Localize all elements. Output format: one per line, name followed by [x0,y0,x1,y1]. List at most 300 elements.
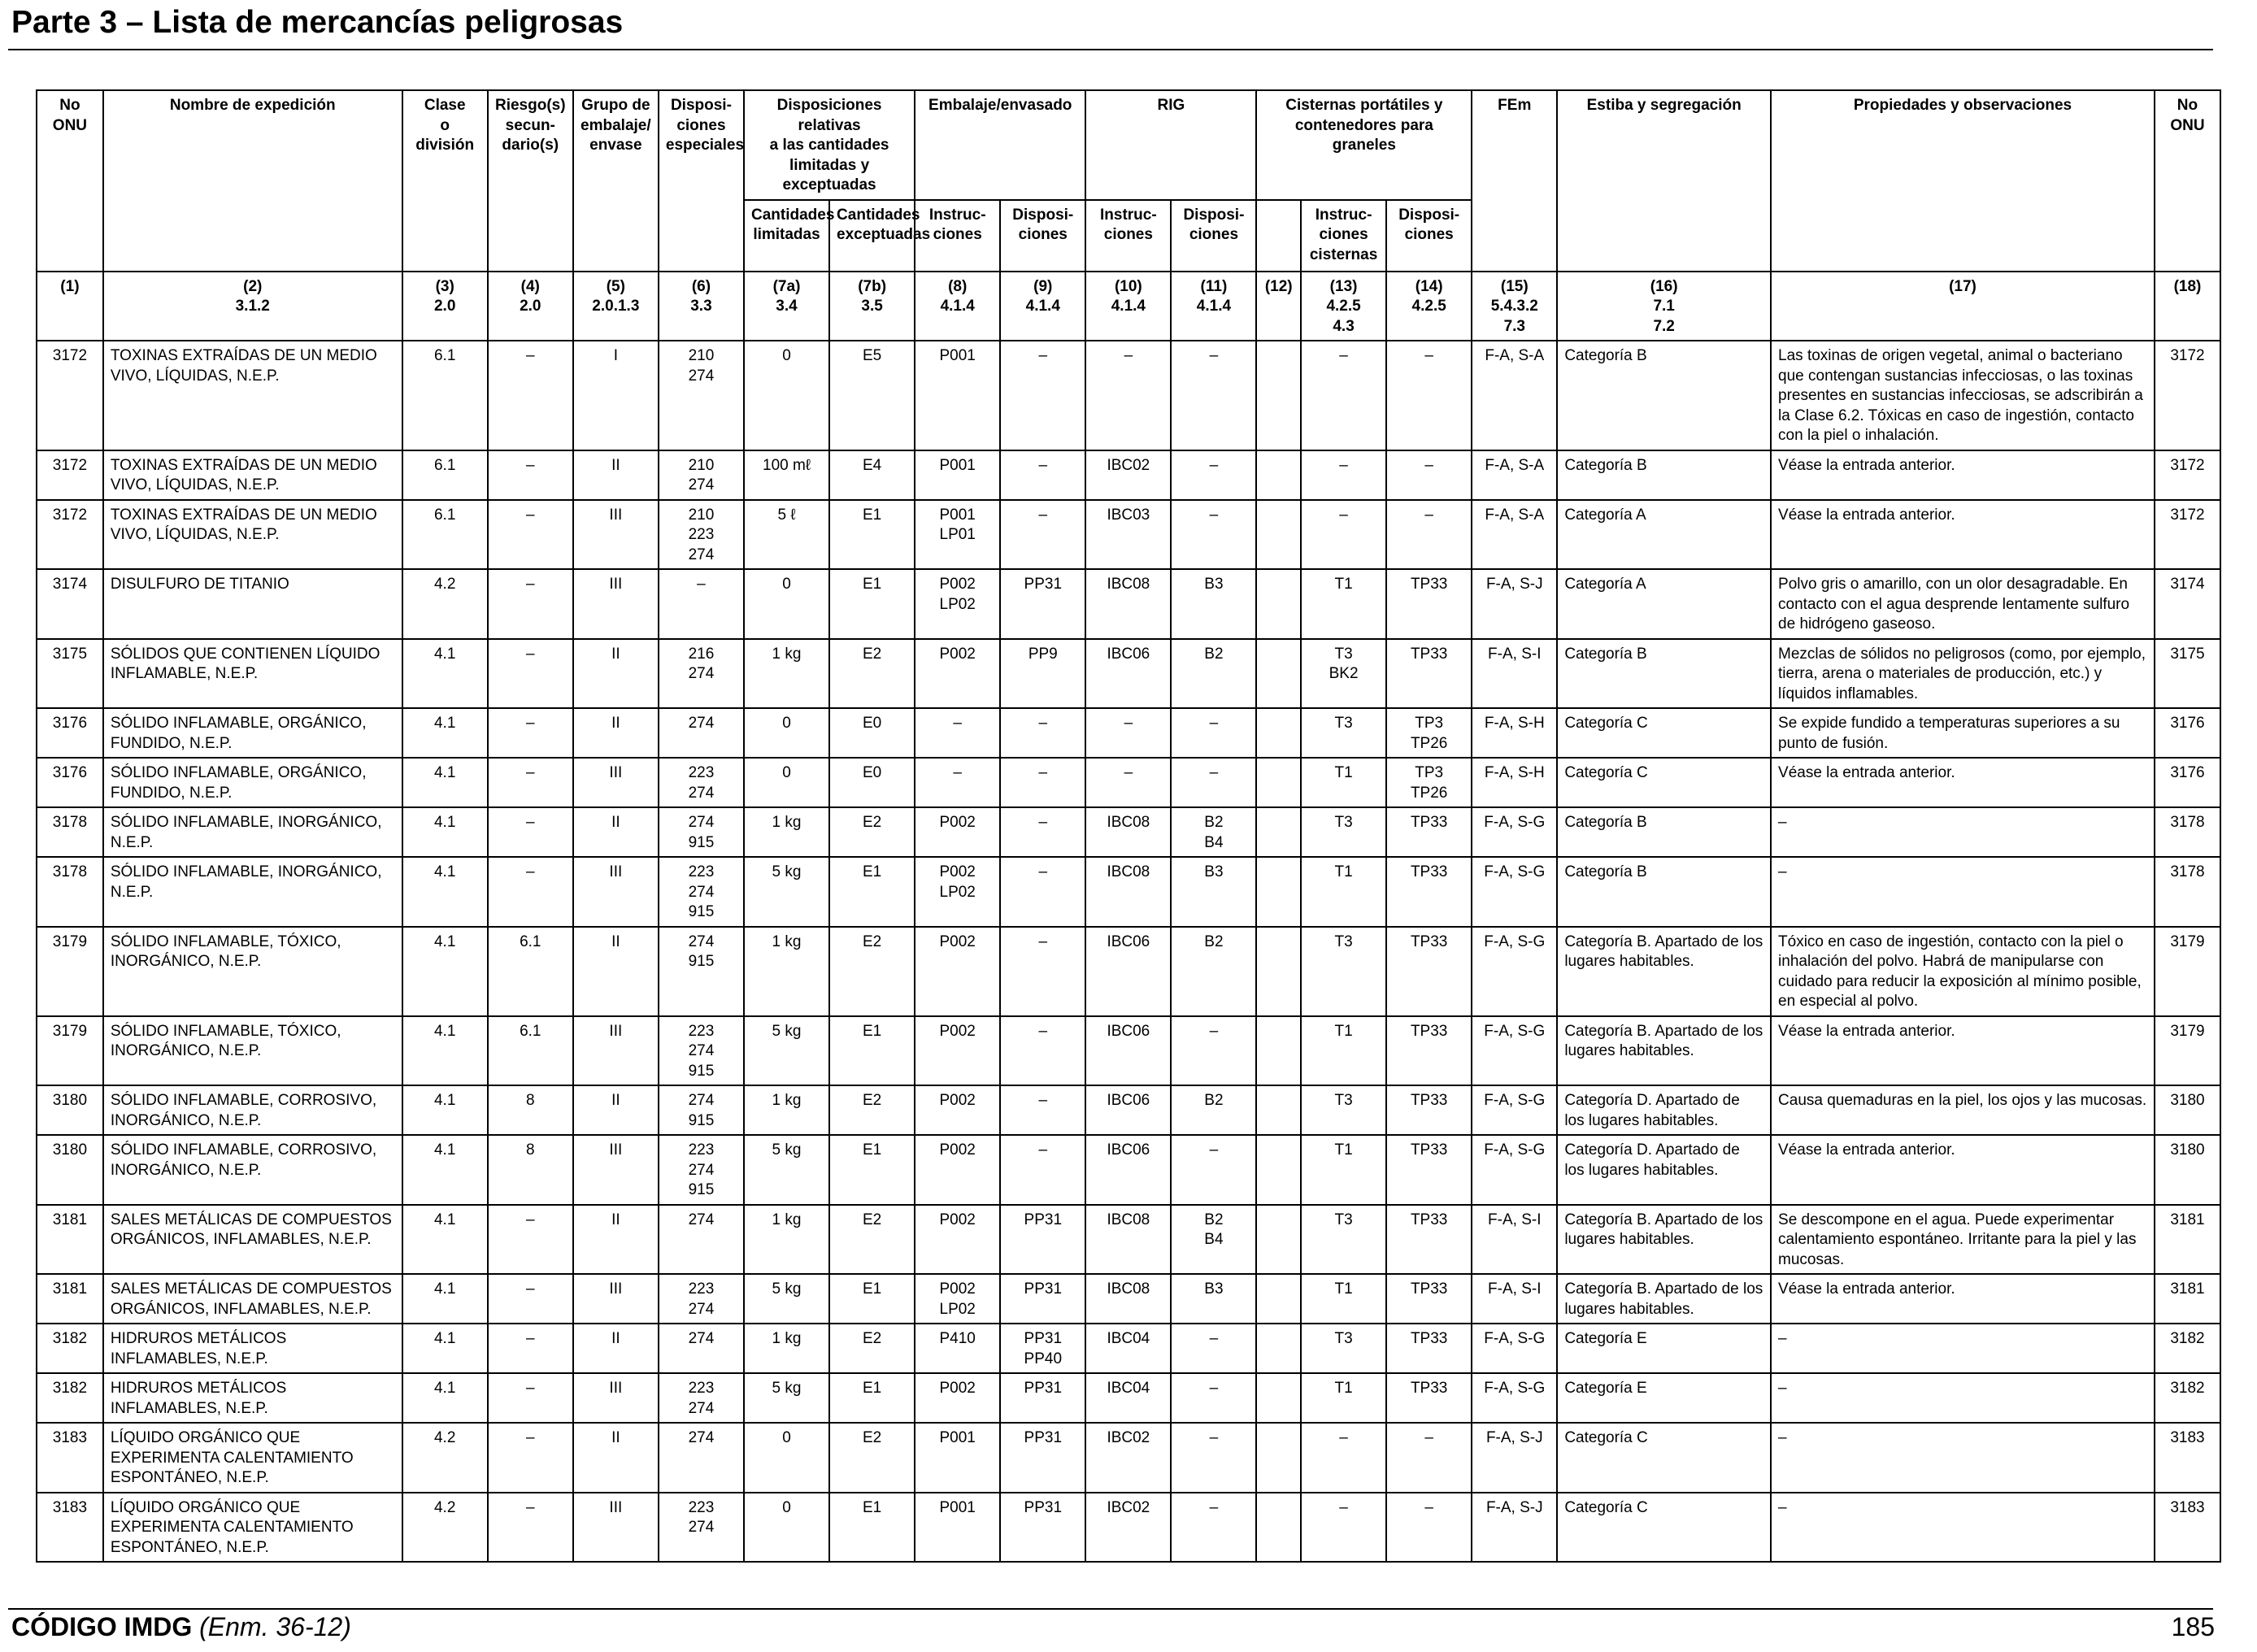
limited-qty-cell: 0 [744,1423,829,1493]
footer-code: CÓDIGO IMDG [11,1612,193,1641]
ems-cell: F-A, S-I [1472,1205,1557,1275]
column-number: (2) 3.1.2 [103,272,402,341]
ibc-instructions-cell: IBC04 [1085,1324,1171,1373]
excepted-qty-cell: E1 [829,1135,915,1205]
properties-cell: Polvo gris o amarillo, con un olor desagradable. En contacto con el agua desprende lentamente sulfuro de hidrógeno gaseoso. [1771,569,2155,639]
tank-blank-cell [1256,450,1301,500]
un-no-right-cell: 3178 [2155,857,2220,927]
tank-provisions-cell: TP33 [1386,1135,1472,1205]
properties-cell: Tóxico en caso de ingestión, contacto con la piel o inhalación del polvo. Habrá de manipularse con cuidado para reducir la exposición al mínimo posible, en especial al polvo. [1771,927,2155,1016]
tank-instructions-cell: T1 [1301,857,1386,927]
header-properties: Propiedades y observaciones [1771,90,2155,272]
class-cell: 6.1 [402,500,488,570]
special-provisions-cell: 274 915 [659,927,744,1016]
un-no-right-cell: 3172 [2155,500,2220,570]
un-no-cell: 3175 [37,639,103,709]
un-no-right-cell: 3172 [2155,341,2220,450]
shipping-name-cell: SÓLIDO INFLAMABLE, ORGÁNICO, FUNDIDO, N.E.P. [103,708,402,758]
packing-group-cell: II [573,1423,659,1493]
ems-cell: F-A, S-G [1472,1324,1557,1373]
packing-group-cell: II [573,807,659,857]
class-cell: 4.1 [402,1135,488,1205]
un-no-cell: 3180 [37,1135,103,1205]
un-no-cell: 3179 [37,927,103,1016]
class-cell: 4.1 [402,758,488,807]
ibc-instructions-cell: IBC08 [1085,569,1171,639]
stowage-cell: Categoría E [1557,1324,1771,1373]
properties-cell: Véase la entrada anterior. [1771,450,2155,500]
header-tank-provisions: Disposi- ciones [1386,200,1472,272]
header-tank-blank [1256,200,1301,272]
properties-cell: Se expide fundido a temperaturas superiores a su punto de fusión. [1771,708,2155,758]
sub-risk-cell: 6.1 [488,1016,573,1086]
limited-qty-cell: 5 kg [744,857,829,927]
ibc-provisions-cell: – [1171,500,1256,570]
excepted-qty-cell: E1 [829,1016,915,1086]
ems-cell: F-A, S-G [1472,807,1557,857]
column-number: (17) [1771,272,2155,341]
pack-provisions-cell: PP31 [1000,1493,1085,1563]
limited-qty-cell: 0 [744,569,829,639]
tank-instructions-cell: T1 [1301,758,1386,807]
special-provisions-cell: 274 [659,1205,744,1275]
ibc-instructions-cell: IBC02 [1085,1493,1171,1563]
un-no-right-cell: 3181 [2155,1274,2220,1324]
table-row [37,927,2220,1016]
table-row [37,1324,2220,1373]
limited-qty-cell: 5 ℓ [744,500,829,570]
column-number: (15) 5.4.3.2 7.3 [1472,272,1557,341]
ems-cell: F-A, S-G [1472,857,1557,927]
pack-instructions-cell: P002 LP02 [915,1274,1000,1324]
tank-provisions-cell: TP33 [1386,639,1472,709]
tank-instructions-cell: T3 [1301,927,1386,1016]
limited-qty-cell: 1 kg [744,1205,829,1275]
ibc-provisions-cell: – [1171,758,1256,807]
limited-qty-cell: 5 kg [744,1274,829,1324]
tank-provisions-cell: TP33 [1386,1274,1472,1324]
pack-instructions-cell: P001 [915,341,1000,450]
stowage-cell: Categoría B [1557,450,1771,500]
packing-group-cell: III [573,500,659,570]
excepted-qty-cell: E2 [829,807,915,857]
packing-group-cell: II [573,639,659,709]
header-ibc-instructions: Instruc- ciones [1085,200,1171,272]
excepted-qty-cell: E2 [829,1205,915,1275]
table-row [37,1373,2220,1423]
column-number: (8) 4.1.4 [915,272,1000,341]
sub-risk-cell: 8 [488,1085,573,1135]
limited-qty-cell: 1 kg [744,1324,829,1373]
ibc-instructions-cell: IBC02 [1085,450,1171,500]
tank-blank-cell [1256,500,1301,570]
dangerous-goods-table [36,89,2221,1563]
page-number: 185 [2171,1612,2215,1641]
tank-instructions-cell: T1 [1301,1373,1386,1423]
column-number: (3) 2.0 [402,272,488,341]
shipping-name-cell: SÓLIDOS QUE CONTIENEN LÍQUIDO INFLAMABLE, N.E.P. [103,639,402,709]
ibc-provisions-cell: – [1171,708,1256,758]
properties-cell: Mezclas de sólidos no peligrosos (como, por ejemplo, tierra, arena o materiales de producción, etc.) y líquidos inflamables. [1771,639,2155,709]
table-row [37,807,2220,857]
pack-instructions-cell: P002 [915,1205,1000,1275]
limited-qty-cell: 5 kg [744,1373,829,1423]
shipping-name-cell: DISULFURO DE TITANIO [103,569,402,639]
shipping-name-cell: TOXINAS EXTRAÍDAS DE UN MEDIO VIVO, LÍQUIDAS, N.E.P. [103,500,402,570]
tank-blank-cell [1256,1324,1301,1373]
column-number: (6) 3.3 [659,272,744,341]
pack-instructions-cell: P002 [915,807,1000,857]
stowage-cell: Categoría C [1557,1493,1771,1563]
un-no-right-cell: 3183 [2155,1493,2220,1563]
packing-group-cell: III [573,1373,659,1423]
tank-instructions-cell: T1 [1301,1016,1386,1086]
sub-risk-cell: – [488,500,573,570]
special-provisions-cell: 223 274 915 [659,1135,744,1205]
properties-cell: – [1771,1373,2155,1423]
pack-instructions-cell: – [915,708,1000,758]
ibc-instructions-cell: IBC04 [1085,1373,1171,1423]
pack-provisions-cell: – [1000,500,1085,570]
title-rule [8,49,2213,50]
sub-risk-cell: – [488,639,573,709]
stowage-cell: Categoría B. Apartado de los lugares habitables. [1557,927,1771,1016]
ems-cell: F-A, S-G [1472,1016,1557,1086]
tank-instructions-cell: – [1301,1493,1386,1563]
limited-qty-cell: 5 kg [744,1016,829,1086]
un-no-right-cell: 3180 [2155,1085,2220,1135]
sub-risk-cell: – [488,1423,573,1493]
special-provisions-cell: 274 915 [659,807,744,857]
table-body [37,341,2220,1562]
sub-risk-cell: – [488,1493,573,1563]
excepted-qty-cell: E1 [829,1493,915,1563]
shipping-name-cell: SÓLIDO INFLAMABLE, ORGÁNICO, FUNDIDO, N.E.P. [103,758,402,807]
column-number: (5) 2.0.1.3 [573,272,659,341]
pack-instructions-cell: P410 [915,1324,1000,1373]
pack-provisions-cell: – [1000,807,1085,857]
ems-cell: F-A, S-A [1472,500,1557,570]
column-number: (16) 7.1 7.2 [1557,272,1771,341]
header-excepted: Cantidades exceptuadas [829,200,915,272]
special-provisions-cell: 274 [659,1423,744,1493]
pack-provisions-cell: – [1000,341,1085,450]
properties-cell: – [1771,1493,2155,1563]
table-row [37,569,2220,639]
stowage-cell: Categoría A [1557,569,1771,639]
sub-risk-cell: – [488,708,573,758]
special-provisions-cell: 210 274 [659,450,744,500]
header-packaging: Embalaje/envasado [915,90,1085,200]
ibc-provisions-cell: B2 [1171,927,1256,1016]
ems-cell: F-A, S-A [1472,341,1557,450]
tank-instructions-cell: – [1301,341,1386,450]
ibc-instructions-cell: IBC02 [1085,1423,1171,1493]
ibc-provisions-cell: – [1171,341,1256,450]
pack-instructions-cell: P001 [915,1493,1000,1563]
pack-provisions-cell: PP31 [1000,569,1085,639]
shipping-name-cell: SÓLIDO INFLAMABLE, CORROSIVO, INORGÁNICO, N.E.P. [103,1085,402,1135]
pack-instructions-cell: P002 LP02 [915,569,1000,639]
properties-cell: – [1771,857,2155,927]
tank-instructions-cell: T3 [1301,1324,1386,1373]
tank-instructions-cell: – [1301,500,1386,570]
header-sub-risk: Riesgo(s) secun- dario(s) [488,90,573,272]
packing-group-cell: III [573,569,659,639]
class-cell: 4.1 [402,807,488,857]
tank-instructions-cell: T1 [1301,569,1386,639]
un-no-cell: 3172 [37,450,103,500]
ibc-instructions-cell: IBC08 [1085,857,1171,927]
header-ibc: RIG [1085,90,1256,200]
table-row [37,1135,2220,1205]
special-provisions-cell: 223 274 915 [659,1016,744,1086]
un-no-right-cell: 3182 [2155,1373,2220,1423]
table-row [37,1493,2220,1563]
stowage-cell: Categoría C [1557,708,1771,758]
pack-provisions-cell: – [1000,1135,1085,1205]
limited-qty-cell: 0 [744,341,829,450]
footer-edition: (Enm. 36-12) [199,1612,351,1641]
column-number: (12) [1256,272,1301,341]
class-cell: 6.1 [402,341,488,450]
limited-qty-cell: 5 kg [744,1135,829,1205]
pack-provisions-cell: PP31 PP40 [1000,1324,1085,1373]
sub-risk-cell: – [488,807,573,857]
ibc-provisions-cell: – [1171,1373,1256,1423]
header-pack-provisions: Disposi- ciones [1000,200,1085,272]
shipping-name-cell: HIDRUROS METÁLICOS INFLAMABLES, N.E.P. [103,1324,402,1373]
ibc-provisions-cell: – [1171,1016,1256,1086]
limited-qty-cell: 1 kg [744,807,829,857]
pack-provisions-cell: – [1000,927,1085,1016]
table-row [37,639,2220,709]
ibc-instructions-cell: – [1085,758,1171,807]
shipping-name-cell: SALES METÁLICAS DE COMPUESTOS ORGÁNICOS, INFLAMABLES, N.E.P. [103,1274,402,1324]
packing-group-cell: II [573,1085,659,1135]
header-stowage: Estiba y segregación [1557,90,1771,272]
un-no-cell: 3181 [37,1274,103,1324]
shipping-name-cell: TOXINAS EXTRAÍDAS DE UN MEDIO VIVO, LÍQUIDAS, N.E.P. [103,450,402,500]
ibc-provisions-cell: – [1171,450,1256,500]
tank-provisions-cell: TP3 TP26 [1386,708,1472,758]
tank-instructions-cell: T3 [1301,1205,1386,1275]
properties-cell: Véase la entrada anterior. [1771,1135,2155,1205]
column-number: (13) 4.2.5 4.3 [1301,272,1386,341]
pack-provisions-cell: – [1000,857,1085,927]
excepted-qty-cell: E0 [829,758,915,807]
ems-cell: F-A, S-H [1472,708,1557,758]
class-cell: 4.1 [402,1085,488,1135]
pack-provisions-cell: PP31 [1000,1423,1085,1493]
excepted-qty-cell: E1 [829,1373,915,1423]
tank-provisions-cell: – [1386,1493,1472,1563]
table-row [37,1085,2220,1135]
sub-risk-cell: 8 [488,1135,573,1205]
ems-cell: F-A, S-I [1472,1274,1557,1324]
pack-provisions-cell: – [1000,1085,1085,1135]
ibc-instructions-cell: IBC06 [1085,1135,1171,1205]
table-row [37,450,2220,500]
column-number: (11) 4.1.4 [1171,272,1256,341]
pack-instructions-cell: P001 [915,450,1000,500]
packing-group-cell: I [573,341,659,450]
class-cell: 4.1 [402,639,488,709]
sub-risk-cell: – [488,569,573,639]
special-provisions-cell: 223 274 [659,758,744,807]
sub-risk-cell: – [488,1373,573,1423]
pack-provisions-cell: – [1000,758,1085,807]
shipping-name-cell: SÓLIDO INFLAMABLE, INORGÁNICO, N.E.P. [103,857,402,927]
un-no-cell: 3182 [37,1324,103,1373]
ibc-provisions-cell: – [1171,1324,1256,1373]
tank-blank-cell [1256,758,1301,807]
special-provisions-cell: 223 274 [659,1274,744,1324]
un-no-cell: 3183 [37,1423,103,1493]
ibc-provisions-cell: B2 B4 [1171,1205,1256,1275]
un-no-right-cell: 3178 [2155,807,2220,857]
class-cell: 4.2 [402,569,488,639]
column-number-row [37,272,2220,341]
packing-group-cell: II [573,708,659,758]
tank-provisions-cell: TP33 [1386,569,1472,639]
stowage-cell: Categoría B. Apartado de los lugares habitables. [1557,1205,1771,1275]
pack-provisions-cell: – [1000,708,1085,758]
stowage-cell: Categoría B [1557,857,1771,927]
shipping-name-cell: TOXINAS EXTRAÍDAS DE UN MEDIO VIVO, LÍQUIDAS, N.E.P. [103,341,402,450]
ibc-instructions-cell: IBC06 [1085,927,1171,1016]
ibc-provisions-cell: B2 [1171,1085,1256,1135]
column-number: (14) 4.2.5 [1386,272,1472,341]
column-number: (7b) 3.5 [829,272,915,341]
properties-cell: – [1771,807,2155,857]
tank-provisions-cell: TP33 [1386,927,1472,1016]
tank-instructions-cell: T3 [1301,807,1386,857]
excepted-qty-cell: E1 [829,1274,915,1324]
un-no-cell: 3178 [37,807,103,857]
ibc-provisions-cell: – [1171,1423,1256,1493]
tank-instructions-cell: T1 [1301,1274,1386,1324]
ibc-instructions-cell: IBC08 [1085,1205,1171,1275]
pack-instructions-cell: P002 [915,1085,1000,1135]
stowage-cell: Categoría B [1557,341,1771,450]
tank-provisions-cell: TP33 [1386,1016,1472,1086]
tank-provisions-cell: TP33 [1386,1085,1472,1135]
packing-group-cell: II [573,1324,659,1373]
properties-cell: – [1771,1423,2155,1493]
class-cell: 4.1 [402,1274,488,1324]
limited-qty-cell: 0 [744,708,829,758]
properties-cell: Véase la entrada anterior. [1771,1016,2155,1086]
properties-cell: Véase la entrada anterior. [1771,500,2155,570]
table-row [37,1016,2220,1086]
un-no-cell: 3179 [37,1016,103,1086]
header-name: Nombre de expedición [103,90,402,272]
pack-provisions-cell: PP31 [1000,1205,1085,1275]
ibc-provisions-cell: B2 [1171,639,1256,709]
excepted-qty-cell: E1 [829,569,915,639]
pack-provisions-cell: – [1000,1016,1085,1086]
special-provisions-cell: 274 [659,708,744,758]
un-no-right-cell: 3176 [2155,758,2220,807]
tank-instructions-cell: T3 [1301,708,1386,758]
sub-risk-cell: – [488,1274,573,1324]
properties-cell: Las toxinas de origen vegetal, animal o bacteriano que contengan sustancias infecciosas, o las toxinas presentes en sustancias infecciosas, se adscribirán a la Clase 6.2. Tóxicas en caso de ingestión, contacto con la piel o inhalación. [1771,341,2155,450]
ems-cell: F-A, S-G [1472,1135,1557,1205]
un-no-cell: 3172 [37,341,103,450]
header-ibc-provisions: Disposi- ciones [1171,200,1256,272]
table-row [37,1205,2220,1275]
un-no-right-cell: 3182 [2155,1324,2220,1373]
un-no-right-cell: 3172 [2155,450,2220,500]
column-number: (7a) 3.4 [744,272,829,341]
footer-rule [8,1608,2213,1610]
tank-provisions-cell: – [1386,1423,1472,1493]
special-provisions-cell: 210 223 274 [659,500,744,570]
un-no-cell: 3180 [37,1085,103,1135]
pack-instructions-cell: P002 [915,1373,1000,1423]
shipping-name-cell: LÍQUIDO ORGÁNICO QUE EXPERIMENTA CALENTAMIENTO ESPONTÁNEO, N.E.P. [103,1493,402,1563]
column-number: (1) [37,272,103,341]
packing-group-cell: III [573,857,659,927]
tank-provisions-cell: TP33 [1386,1205,1472,1275]
pack-instructions-cell: P002 [915,1135,1000,1205]
shipping-name-cell: SÓLIDO INFLAMABLE, TÓXICO, INORGÁNICO, N.E.P. [103,927,402,1016]
properties-cell: – [1771,1324,2155,1373]
ibc-instructions-cell: IBC06 [1085,1085,1171,1135]
excepted-qty-cell: E2 [829,639,915,709]
limited-qty-cell: 1 kg [744,1085,829,1135]
tank-blank-cell [1256,1493,1301,1563]
special-provisions-cell: 274 915 [659,1085,744,1135]
tank-blank-cell [1256,807,1301,857]
header-tank-instructions: Instruc- ciones cisternas [1301,200,1386,272]
stowage-cell: Categoría B. Apartado de los lugares habitables. [1557,1274,1771,1324]
class-cell: 6.1 [402,450,488,500]
tank-instructions-cell: T1 [1301,1135,1386,1205]
table-row [37,758,2220,807]
un-no-cell: 3183 [37,1493,103,1563]
packing-group-cell: III [573,1493,659,1563]
tank-provisions-cell: TP33 [1386,1373,1472,1423]
tank-provisions-cell: TP33 [1386,807,1472,857]
stowage-cell: Categoría D. Apartado de los lugares habitables. [1557,1135,1771,1205]
ems-cell: F-A, S-A [1472,450,1557,500]
class-cell: 4.2 [402,1493,488,1563]
pack-instructions-cell: P001 LP01 [915,500,1000,570]
column-number: (9) 4.1.4 [1000,272,1085,341]
un-no-cell: 3174 [37,569,103,639]
stowage-cell: Categoría C [1557,1423,1771,1493]
ems-cell: F-A, S-G [1472,1085,1557,1135]
shipping-name-cell: HIDRUROS METÁLICOS INFLAMABLES, N.E.P. [103,1373,402,1423]
tank-provisions-cell: TP33 [1386,1324,1472,1373]
pack-instructions-cell: P002 [915,927,1000,1016]
header-tanks: Cisternas portátiles y contenedores para graneles [1256,90,1472,200]
class-cell: 4.1 [402,708,488,758]
class-cell: 4.1 [402,1324,488,1373]
pack-provisions-cell: – [1000,450,1085,500]
table-row [37,857,2220,927]
excepted-qty-cell: E2 [829,927,915,1016]
shipping-name-cell: SÓLIDO INFLAMABLE, INORGÁNICO, N.E.P. [103,807,402,857]
table-row [37,500,2220,570]
class-cell: 4.1 [402,1016,488,1086]
packing-group-cell: III [573,758,659,807]
stowage-cell: Categoría E [1557,1373,1771,1423]
column-number: (4) 2.0 [488,272,573,341]
excepted-qty-cell: E0 [829,708,915,758]
